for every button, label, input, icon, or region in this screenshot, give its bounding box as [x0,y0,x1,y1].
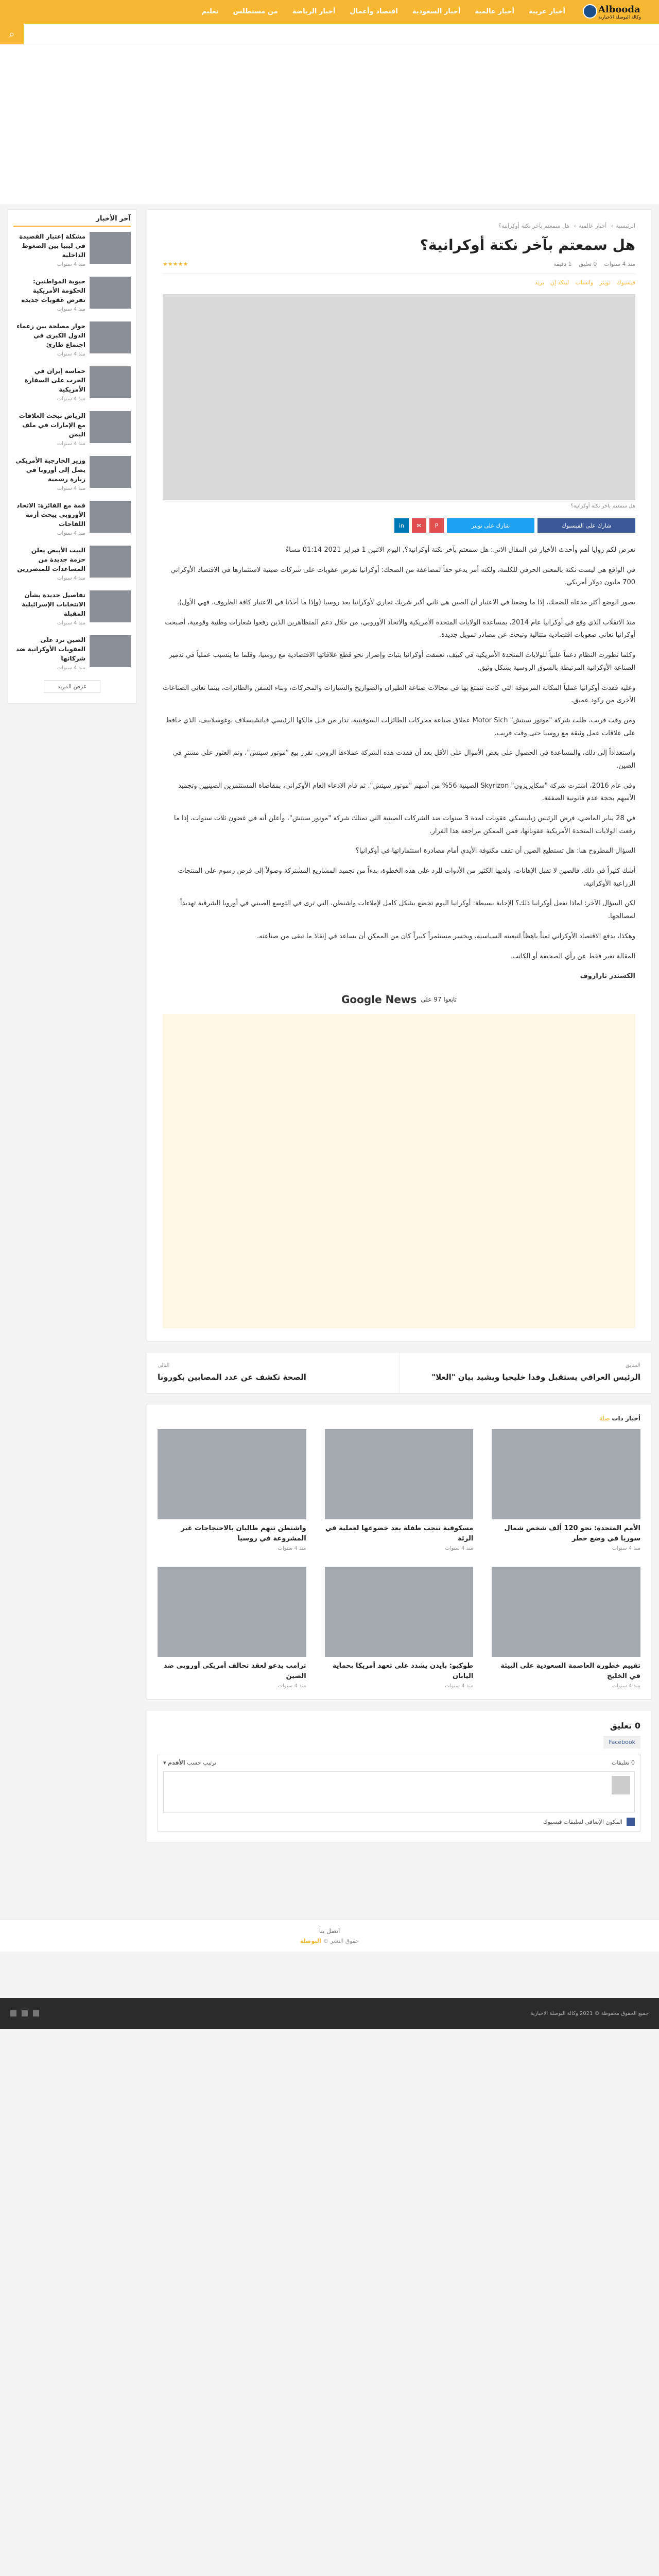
youtube-icon[interactable] [10,2010,16,2016]
share-email-button[interactable] [412,518,426,533]
article-paragraph: وعليه فقدت أوكرانيا عملياً المكانة المرموقة التي كانت تتمتع بها في مجالات صناعة الطيران والصواريخ والسيارات والمحركات، وبناء السفن والطائرات، بينما تعاني الصناعات الأخرى من ركود عميق. [163,684,635,705]
nav-item[interactable]: أخبار الرياضة [292,8,336,15]
search-icon: ⌕ [9,28,15,40]
bottom-bar [0,1998,659,2029]
sidebar-post[interactable] [13,277,131,312]
facebook-tab[interactable]: Facebook [603,1736,640,1749]
share-link-linkedin[interactable]: لينكد إن [550,279,569,286]
top-bar [0,0,659,24]
mail-icon: ✉ [417,522,422,529]
page-container [8,204,651,1909]
sidebar-post-thumb[interactable] [90,366,131,398]
sidebar-post-meta: منذ 4 سنوات [57,396,85,402]
site-logo[interactable] [598,0,655,24]
nav-item[interactable]: من مستطلس [233,8,278,15]
prev-label: السابق [626,1362,640,1368]
sidebar-post-title[interactable]: الصين ترد على العقوبات الأوكرانية ضد شركاتها [15,636,85,662]
related-heading-label: أخبار ذات [612,1415,640,1422]
comments-section [147,1710,651,1842]
article-paragraph: أشك كثيراً في ذلك. فالصين لا تقبل الإهانات، ولديها الكثير من الأدوات للرد على هذه الخطوة، بدءاً من تجميد المشاريع المشتركة وصولاً إلى فرض رسوم على المنتجات الزراعية الأوكرانية. [178,867,635,888]
share-link-whatsapp[interactable]: واتساب [575,279,594,286]
nav-item[interactable]: تعليم [201,8,219,15]
sidebar-post-meta: منذ 4 سنوات [57,665,85,671]
avatar [612,1776,630,1794]
share-links [163,279,635,286]
widget-title: آخر الأخبار [13,215,131,227]
share-pinterest-button[interactable] [429,518,444,533]
share-facebook-button[interactable]: شارك على الفيسبوك [537,518,635,533]
related-post[interactable] [492,1429,640,1551]
sidebar-post[interactable] [13,590,131,626]
facebook-comments-box [158,1754,640,1832]
related-post-title[interactable]: مسكوفية تنجب طفلة بعد خضوعها لعملية في الرئة [325,1524,474,1543]
related-post-image[interactable] [158,1567,306,1657]
sidebar-post-title[interactable]: مشكلة إعتبار القصيدة في ليبيا بين الضغوط الداخلية [19,233,85,259]
sidebar-post-title[interactable]: الرياض تبحث العلاقات مع الإمارات في ملف اليمن [19,412,85,438]
logo-subtitle: وكالة البوصلة الاخبارية [598,14,641,20]
related-post[interactable] [492,1567,640,1689]
article [147,209,651,1342]
related-post-meta: منذ 4 سنوات [445,1546,474,1552]
sidebar-post[interactable] [13,366,131,402]
sidebar-post-title[interactable]: حوار مصلحة بين زعماء الدول الكبرى في اجتماع طارئ [16,323,85,348]
related-post-meta: منذ 4 سنوات [612,1683,640,1689]
share-link-facebook[interactable]: فيسبوك [616,279,635,286]
fb-plugin-label: المكون الإضافي لتعليقات فيسبوك [543,1818,622,1825]
facebook-icon[interactable] [33,2010,39,2016]
nav-item[interactable]: اقتصاد وأعمال [350,8,398,15]
sidebar-post-title[interactable]: قمة مع الفائزة: الاتحاد الأوروبي يبحث أزمة اللقاحات [16,502,85,528]
article-paragraph: منذ الانقلاب الذي وقع في أوكرانيا عام 2014، بمساعدة الولايات المتحدة الأمريكية والاتحاد الأوروبي، من خلال دعم المتظاهرين الذين رفعوا شعارات وطنية وقومية، أصبحت أوكرانيا تعاني صعوبات اقتصادية متتالية وتبحث عن مصادر تمويل جديدة. [165,618,635,639]
related-post-meta: منذ 4 سنوات [278,1546,306,1552]
latest-news-widget [8,209,136,704]
sidebar [8,209,136,1909]
article-paragraph: في الواقع هي ليست نكتة بالمعنى الحرفي للكلمة، ولكنه أمر يدعو حقاً لمضاعفة من الضحك: أوكرانيا تفرض عقوبات على شركات صينية لاستثمارها في الاقتصاد الأوكراني 700 مليون دولار أمريكي. [170,566,635,587]
sidebar-post-thumb[interactable] [90,635,131,667]
related-post-image[interactable] [492,1567,640,1657]
article-paragraph: لكن السؤال الآخر: لماذا تفعل أوكرانيا ذلك؟ الإجابة بسيطة: أوكرانيا اليوم تخضع بشكل كامل لإملاءات واشنطن، التي ترى في التوسع الصيني في أوروبا الشرقية تهديداً لمصالحها. [180,900,635,921]
breadcrumb-current: هل سمعتم بآخر نكتة أوكرانية؟ [498,223,570,229]
article-paragraph: في 28 يناير الماضي، فرض الرئيس زيلينسكي عقوبات لمدة 3 سنوات ضد الشركات الصينية التي تمتلك شركة "موتور سيتش"، وأعلن أنه في غضون ثلاث سنوات، إذا ما رفعت الولايات المتحدة الأمريكية عقوباتها، فمن الممكن مراجعة هذا القرار. [174,815,635,835]
sidebar-post-title[interactable]: حماسة إيران في الحرب على السفارة الأمريكية [24,367,85,393]
breadcrumb: الرئيسية› أخبار عالمية› هل سمعتم بآخر نكتة أوكرانية؟ [498,223,635,229]
sidebar-post-meta: منذ 4 سنوات [57,441,85,447]
main-column [147,209,651,1909]
sidebar-post-title[interactable]: البيت الأبيض يعلن حزمة جديدة من المساعدات للمتضررين [17,547,85,572]
article-paragraph: وكلما تطورت النظام دعماً علنياً للولايات المتحدة الأمريكية في كييف، تعمقت أوكرانيا بثبات وإصرار نحو قطع علاقاتها الاقتصادية مع روسيا، وقلما ما يتسبب عملياً في تدمير الصناعة الأوكرانية المرتبطة بالسوق الروسية بشكل وثيق. [169,651,635,672]
social-links [10,2010,39,2016]
next-post-link[interactable] [147,1352,400,1394]
sidebar-post-thumb[interactable] [90,321,131,353]
prev-title: الرئيس العراقي يستقبل وفدا خليجيا ويشيد بيان "العلا" [431,1372,640,1382]
post-navigation [147,1352,651,1394]
sidebar-post-title[interactable]: تفاصيل جديدة بشأن الانتخابات الإسرائيلية المقبلة [22,591,85,617]
article-paragraph: وفي عام 2016، اشترت شركة "سكايريزون" Skyrizon الصينية 56% من أسهم "موتور سيتش". ثم قام الادعاء العام الأوكراني، بمقاضاة المستثمرين الصينيين وتجميد الأسهم بحجة عدم قانونية الصفقة. [178,782,635,803]
related-post-meta: منذ 4 سنوات [612,1546,640,1552]
related-post-image[interactable] [158,1429,306,1519]
next-title: الصحة تكشف عن عدد المصابين بكورونا [158,1372,306,1382]
sidebar-post-thumb[interactable] [90,590,131,622]
google-news-logo: Google News [341,993,417,1006]
footer-links [0,1920,659,1952]
google-news-follow[interactable] [163,993,635,1006]
meta-comments[interactable]: 0 تعليق [579,261,597,267]
breadcrumb-home[interactable]: الرئيسية [616,223,635,229]
sidebar-post-meta: منذ 4 سنوات [57,620,85,626]
featured-image [163,294,635,500]
sidebar-post-meta: منذ 4 سنوات [57,262,85,267]
copyright: جميع الحقوق محفوظة © 2021 وكالة البوصلة الاخبارية [530,2010,649,2016]
google-news-label: تابعوا 97 على [421,995,457,1003]
sidebar-post-meta: منذ 4 سنوات [57,351,85,357]
related-heading-accent: صلة [599,1415,610,1422]
footer-credit: حقوق النشر © البوصلة [300,1938,359,1945]
article-paragraph: يصور الوضع أكثر مدعاة للضحك، إذا ما وضعنا في الاعتبار أن الصين هي ثاني أكبر شريك تجاري لأوكرانيا بعد روسيا (وإذا ما أخذنا في الاعتبار كافة الظروف، فهي الأول). [177,599,635,607]
sidebar-post-thumb[interactable] [90,277,131,309]
fb-comments-label: 0 تعليقات [611,1759,635,1767]
sidebar-post-title[interactable]: حيوية المواطنين: الحكومة الأمريكية تفرض عقوبات جديدة [21,278,85,303]
share-buttons [163,518,635,533]
sidebar-post-thumb[interactable] [90,456,131,488]
article-paragraph: السؤال المطروح هنا: هل تستطيع الصين أن تقف مكتوفة الأيدي أمام مصادرة استثماراتها في أوكرانيا؟ [355,847,635,855]
related-post-title[interactable]: تقييم خطورة العاصمة السعودية على البيئة في الخليج [500,1662,640,1680]
load-more-button[interactable]: عرض المزيد [44,680,100,693]
logo-emblem-icon [583,4,597,19]
sidebar-post-thumb[interactable] [90,546,131,578]
breadcrumb-category[interactable]: أخبار عالمية [579,223,607,229]
related-post-title[interactable]: واشنطن تتهم طالبان بالاحتجاجات غير المشروعة في روسيا [181,1524,306,1543]
sidebar-post-thumb[interactable] [90,232,131,264]
article-paragraph: وهكذا، يدفع الاقتصاد الأوكراني ثمناً باهظاً لتبعيته السياسية، ويخسر مستثمراً كبيراً كان من الممكن أن يساعد في إنقاذ ما تبقى من صناعته. [256,932,635,940]
sidebar-post-meta: منذ 4 سنوات [57,575,85,581]
comments-count: 0 تعليق [610,1721,640,1731]
fb-sort-select[interactable]: ترتيب حسب الأقدم ▾ [163,1759,217,1767]
related-post[interactable] [325,1429,474,1551]
related-post-image[interactable] [325,1429,474,1519]
meta-time: منذ 4 سنوات [604,261,635,267]
share-linkedin-button[interactable] [394,518,409,533]
related-post[interactable] [325,1567,474,1689]
related-post-image[interactable] [492,1429,640,1519]
related-heading [158,1415,640,1422]
sidebar-post-meta: منذ 4 سنوات [57,531,85,536]
sidebar-post[interactable] [13,232,131,267]
related-post-meta: منذ 4 سنوات [445,1683,474,1689]
article-meta [163,261,635,274]
rating-stars-icon: ★★★★★ [163,261,188,267]
top-ad-slot [0,44,659,204]
sidebar-post[interactable] [13,321,131,357]
bottom-ad-slot [147,1842,651,1909]
sidebar-post[interactable] [13,411,131,447]
search-button[interactable] [0,24,24,44]
share-link-email[interactable]: بريد [534,279,544,286]
image-caption: هل سمعتم بآخر نكتة أوكرانية؟ [570,503,635,509]
related-post-title[interactable]: طوكيو: بايدن يشدد على تعهد أمريكا بحماية اليابان [332,1662,474,1680]
article-body [163,544,635,983]
meta-read-time: 1 دقيقة [553,261,572,267]
sidebar-post[interactable] [13,635,131,671]
next-label: التالي [158,1362,170,1368]
nav-item[interactable]: أخبار السعودية [412,8,461,15]
sidebar-post-meta: منذ 4 سنوات [57,486,85,492]
sidebar-post[interactable] [13,546,131,581]
logo-title: Albooda [598,4,640,15]
article-title: هل سمعتم بآخر نكتة أوكرانية؟ [420,236,635,253]
related-post[interactable] [158,1429,306,1551]
linkedin-icon: in [398,522,405,529]
sidebar-post-title[interactable]: وزير الخارجية الأمريكي يصل إلى أوروبا في زيارة رسمية [15,457,85,483]
pinterest-icon: P [435,522,439,529]
related-posts [147,1404,651,1700]
sidebar-post-meta: منذ 4 سنوات [57,307,85,312]
sidebar-post-thumb[interactable] [90,501,131,533]
comment-input[interactable] [163,1771,635,1812]
nav-item[interactable]: أخبار عربية [528,8,565,15]
related-post-meta: منذ 4 سنوات [278,1683,306,1689]
article-paragraph: تعرض لكم زوايا أهم وأحدث الأخبار في المقال الاتي: هل سمعتم بآخر نكتة أوكرانية؟, اليوم الاثنين 1 فبراير 2021 01:14 مساءً [286,546,635,554]
sidebar-post-thumb[interactable] [90,411,131,443]
related-post-image[interactable] [325,1567,474,1657]
sidebar-post[interactable] [13,501,131,536]
article-paragraph: ومن وقت قريب، ظلت شركة "موتور سيتش" Motor Sich عملاق صناعة محركات الطائرات السوفيتية، تدار من قبل مالكها الرئيسي فياتشيسلاف بوغوسلاييف، الذي حافظ على علاقات عمل وثيقة مع روسيا حتى وقت قريب. [165,716,635,737]
facebook-icon [627,1818,635,1826]
sidebar-post[interactable] [13,456,131,492]
article-signature: الكسندر نازاروف [580,972,635,980]
article-paragraph: المقالة تعبر فقط عن رأي الصحيفة أو الكاتب. [510,952,635,960]
share-twitter-button[interactable]: شارك على تويتر [447,518,534,533]
article-paragraph: واستعداداً إلى ذلك، والمساعدة في الحصول على بعض الأموال على الأقل بعد أن فقدت هذه الشركة عملاءها الروس، تقرر بيع "موتور سيتش"، وتم العثور على مشترٍ في الصين. [172,749,635,770]
twitter-icon[interactable] [22,2010,28,2016]
related-post[interactable] [158,1567,306,1689]
related-post-title[interactable]: ترامب يدعو لعقد تحالف أمريكي أوروبي ضد الصين [163,1662,306,1680]
prev-post-link[interactable] [400,1352,651,1394]
main-nav [194,0,573,24]
related-post-title[interactable]: الأمم المتحدة: نحو 120 ألف شخص شمال سوريا في وضع خطر [504,1524,640,1543]
in-article-ad-slot [163,1014,635,1328]
sub-bar [0,24,659,44]
share-link-twitter[interactable]: تويتر [599,279,611,286]
footer-contact-link[interactable]: اتصل بنا [319,1927,340,1935]
nav-item[interactable]: أخبار عالمية [475,8,514,15]
